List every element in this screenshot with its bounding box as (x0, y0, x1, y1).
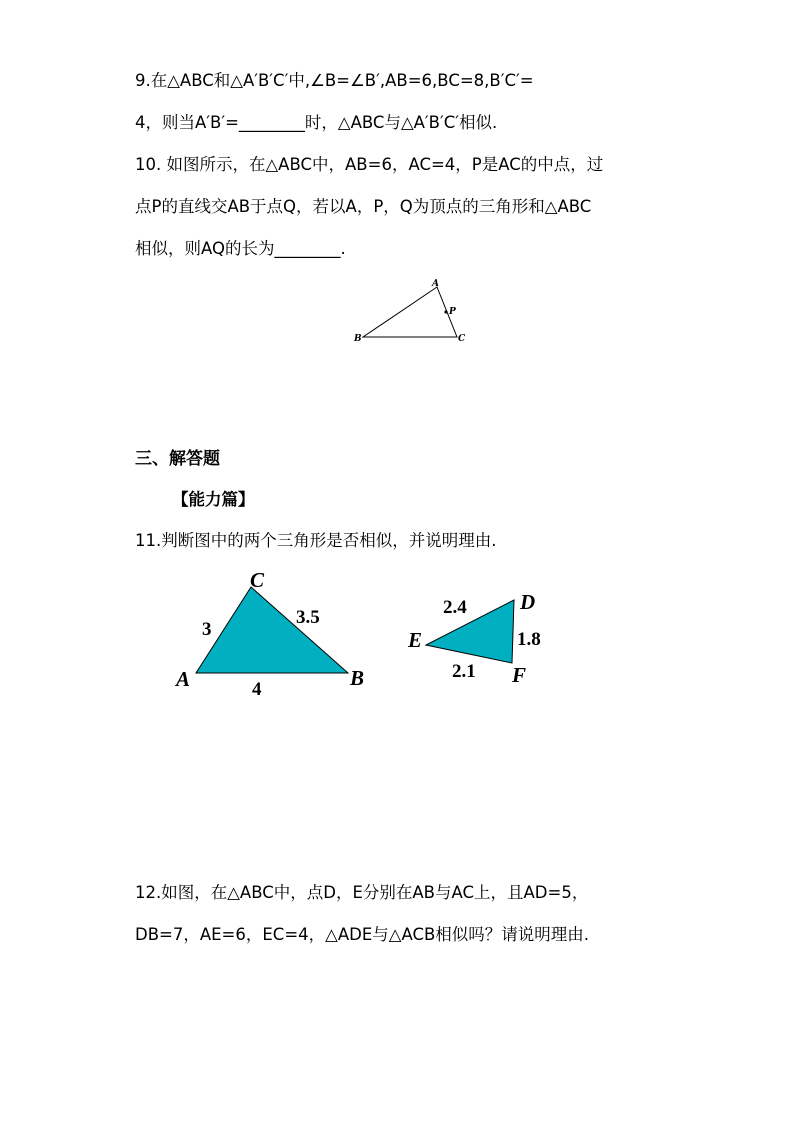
q10-line3: 相似，则AQ的长为________. (135, 239, 346, 258)
q10-line1: 10. 如图所示，在△ABC中，AB=6，AC=4，P是AC的中点，过 (135, 155, 604, 174)
tri-def-side-ef: 2.1 (452, 661, 476, 682)
triangle-def (426, 600, 514, 663)
tri-abc-label-b: B (350, 666, 365, 690)
section-subtitle: 【能力篇】 (172, 490, 255, 509)
q10-label-c: C (458, 334, 466, 344)
tri-def-label-e: E (408, 628, 423, 652)
q10-label-a: A (432, 279, 439, 289)
q10-label-p: P (449, 307, 456, 317)
tri-def-label-d: D (520, 590, 536, 614)
triangle-abc (196, 587, 348, 673)
q12-line2: DB=7，AE=6，EC=4，△ADE与△ACB相似吗？请说明理由. (135, 925, 590, 944)
q10-label-b: B (354, 334, 362, 344)
tri-abc-label-c: C (250, 568, 265, 592)
q10-point-p (444, 310, 447, 313)
q9-line1: 9.在△ABC和△A′B′C′中,∠B=∠B′,AB=6,BC=8,B′C′= (135, 71, 534, 90)
tri-def-side-df: 1.8 (517, 629, 541, 650)
q10-triangle (363, 287, 457, 337)
tri-def-side-ed: 2.4 (443, 597, 467, 618)
tri-def-label-f: F (512, 663, 527, 687)
q10-triangle-figure (340, 270, 480, 350)
q10-line2: 点P的直线交AB于点Q，若以A，P，Q为顶点的三角形和△ABC (135, 197, 592, 216)
section-title: 三、解答题 (135, 449, 220, 469)
q11-text: 11.判断图中的两个三角形是否相似，并说明理由. (135, 531, 497, 550)
q11-triangles-figure (170, 565, 570, 705)
tri-abc-side-cb: 3.5 (296, 607, 320, 628)
q12-line1: 12.如图，在△ABC中，点D，E分别在AB与AC上，且AD=5， (135, 883, 589, 902)
tri-abc-side-ac: 3 (202, 619, 212, 640)
q9-line2: 4，则当A′B′=________时，△ABC与△A′B′C′相似. (135, 113, 498, 132)
tri-abc-label-a: A (176, 667, 191, 691)
tri-abc-side-ab: 4 (252, 679, 262, 700)
